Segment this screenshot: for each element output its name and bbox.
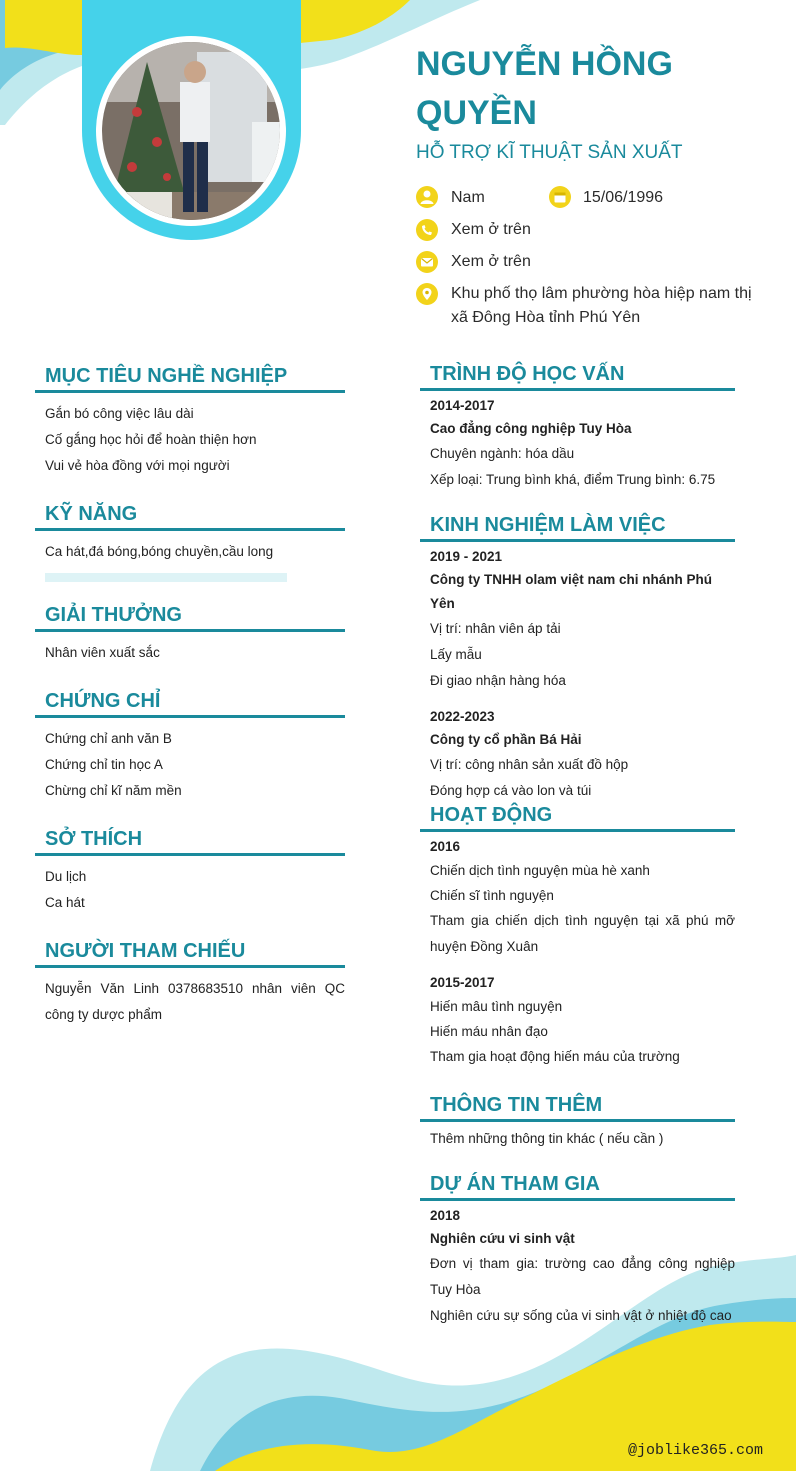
company-name: Công ty cổ phần Bá Hải <box>430 732 582 747</box>
list-item: Xếp loại: Trung bình khá, điểm Trung bình: 6.75 <box>430 472 716 487</box>
list-item: Đi giao nhận hàng hóa <box>430 673 566 688</box>
list-item: Cố gắng học hỏi để hoàn thiện hơn <box>45 432 257 447</box>
email-value: Xem ở trên <box>451 253 531 270</box>
list-item: Chứng chỉ anh văn B <box>45 731 172 746</box>
list-item: Tham gia chiến dịch tình nguyện tại xã phú mỡ huyện Đồng Xuân <box>430 913 735 954</box>
section-projects <box>420 1170 735 1329</box>
list-item: Chứng chỉ tin học A <box>45 757 163 772</box>
section-awards <box>35 601 345 666</box>
list-item: Đóng hợp cá vào lon và túi <box>430 783 592 798</box>
section-title: CHỨNG CHỈ <box>35 687 345 718</box>
person-icon <box>416 186 438 208</box>
period: 2019 - 2021 <box>430 549 503 564</box>
section-title: GIẢI THƯỞNG <box>35 601 345 632</box>
section-title: SỞ THÍCH <box>35 825 345 856</box>
section-title: DỰ ÁN THAM GIA <box>420 1170 735 1201</box>
period: 2018 <box>430 1208 461 1223</box>
list-item: Chiến sĩ tình nguyện <box>430 888 554 903</box>
company-name: Công ty TNHH olam việt nam chi nhánh Phú Yên <box>430 572 713 611</box>
list-item: Lấy mẫu <box>430 647 482 662</box>
section-title: NGƯỜI THAM CHIẾU <box>35 937 345 968</box>
section-title: THÔNG TIN THÊM <box>420 1091 735 1122</box>
section-title: HOẠT ĐỘNG <box>420 801 735 832</box>
phone-value: Xem ở trên <box>451 221 531 238</box>
list-item: Nguyễn Văn Linh 0378683510 nhân viên QC công ty dược phẩm <box>45 981 345 1022</box>
job-title: HỖ TRỢ KĨ THUẬT SẢN XUẤT <box>416 142 683 163</box>
section-title: KỸ NĂNG <box>35 500 345 531</box>
list-item: Nhân viên xuất sắc <box>45 645 160 660</box>
list-item: Ca hát <box>45 895 85 910</box>
section-title: TRÌNH ĐỘ HỌC VẤN <box>420 360 735 391</box>
list-item: Nghiên cứu sự sống của vi sinh vật ở nhiệt độ cao <box>430 1308 732 1323</box>
list-item: Chiến dịch tình nguyện mùa hè xanh <box>430 863 650 878</box>
section-title: KINH NGHIỆM LÀM VIỆC <box>420 511 735 542</box>
list-item: Vui vẻ hòa đồng với mọi người <box>45 458 230 473</box>
section-additional-info <box>420 1091 735 1152</box>
candidate-name: NGUYỄN HỒNG QUYỀN <box>416 45 673 132</box>
school-name: Cao đẳng công nghiệp Tuy Hòa <box>430 421 632 436</box>
section-title: MỤC TIÊU NGHỀ NGHIỆP <box>35 362 345 393</box>
phone-icon <box>416 219 438 241</box>
section-references <box>35 937 345 1028</box>
profile-photo <box>102 42 280 220</box>
period: 2014-2017 <box>430 398 495 413</box>
section-career-objective <box>35 362 345 479</box>
birthdate-value: 15/06/1996 <box>583 189 664 206</box>
section-experience <box>420 511 735 804</box>
list-item: Du lịch <box>45 869 87 884</box>
list-item: Hiến máu nhân đạo <box>430 1024 548 1039</box>
section-education <box>420 360 735 493</box>
list-item: Hiến mâu tình nguyện <box>430 999 563 1014</box>
list-item: Chừng chỉ kĩ năm mền <box>45 783 182 798</box>
project-name: Nghiên cứu vi sinh vật <box>430 1231 575 1246</box>
list-item: Đơn vị tham gia: trường cao đẳng công nghiệp Tuy Hòa <box>430 1256 735 1297</box>
section-activities <box>420 801 735 1069</box>
period: 2022-2023 <box>430 709 495 724</box>
list-item: Vị trí: công nhân sản xuất đồ hộp <box>430 757 629 772</box>
calendar-icon <box>549 186 571 208</box>
list-item: Thêm những thông tin khác ( nếu cần ) <box>430 1131 664 1146</box>
list-item: Ca hát,đá bóng,bóng chuyền,cầu long <box>45 544 274 559</box>
gender-value: Nam <box>451 189 485 206</box>
period: 2016 <box>430 839 461 854</box>
section-hobbies <box>35 825 345 916</box>
location-icon <box>416 283 438 305</box>
period: 2015-2017 <box>430 975 495 990</box>
address-value: Khu phố thọ lâm phường hòa hiệp nam thị xã Đông Hòa tỉnh Phú Yên <box>451 285 752 326</box>
list-item: Vị trí: nhân viên áp tải <box>430 621 561 636</box>
list-item: Chuyên ngành: hóa dầu <box>430 446 575 461</box>
skill-level-bar <box>45 573 287 582</box>
watermark-handle: @joblike365.com <box>627 1442 763 1459</box>
section-certificates <box>35 687 345 804</box>
section-skills <box>35 500 345 582</box>
list-item: Gắn bó công việc lâu dài <box>45 406 194 421</box>
list-item: Tham gia hoạt động hiến máu của trường <box>430 1049 680 1064</box>
email-icon <box>416 251 438 273</box>
